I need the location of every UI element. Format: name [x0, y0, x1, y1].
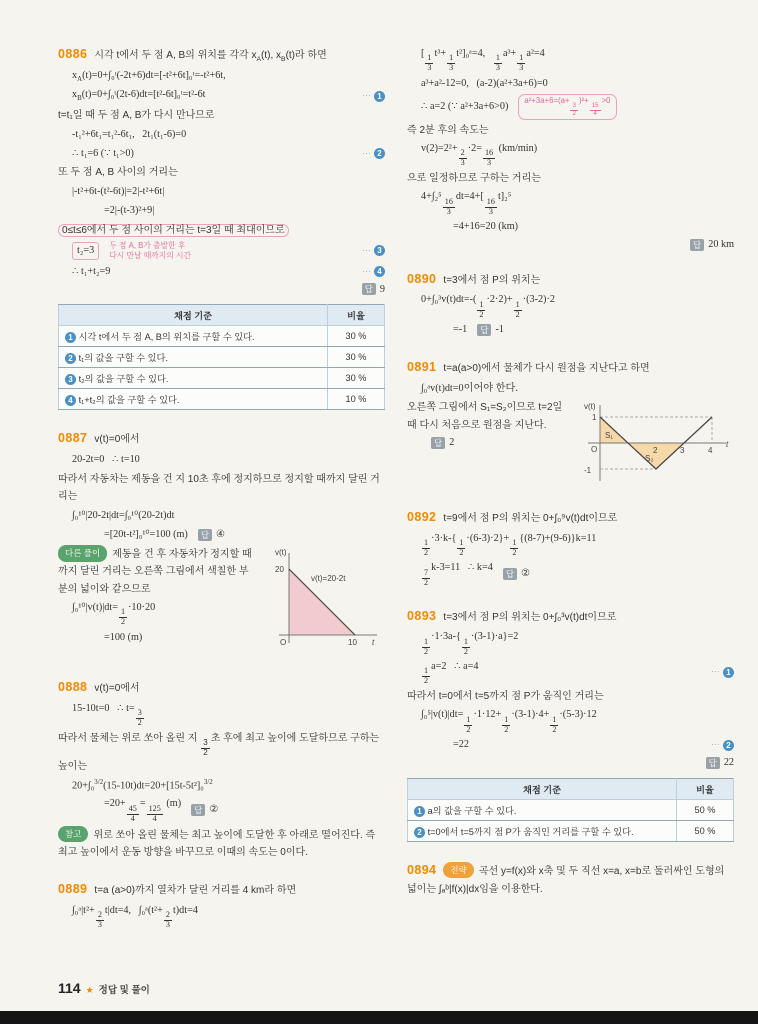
problem-block-0887: [58, 428, 385, 659]
step-marker: [705, 738, 734, 752]
ratio-cell: 30 %: [328, 326, 385, 347]
math-line: t₂=3 두 점 A, B가 출발한 후 다시 만날 때까지의 시간 ⋯ 3: [58, 241, 385, 261]
rubric-row: [59, 347, 385, 368]
problem-block-0889: [58, 879, 385, 930]
math-line: 4+∫₂⁵ $\frac{16}{3}$ dt=4+[ $\frac{16}{3}$ t]₂⁵: [421, 191, 512, 216]
intro-text: t=a (a>0)까지 열차가 달린 거리를 4 km라 하면: [94, 885, 297, 897]
problem-intro: [58, 677, 385, 699]
page-bottom-edge: [0, 1011, 758, 1024]
fraction: $\frac{125}{4}$: [148, 803, 161, 823]
math-line: ∴ t₁+t₂=9 ⋯ 4: [58, 263, 385, 280]
intro-text: t=3에서 점 P의 위치는 0+∫₀³v(t)dt이므로: [443, 611, 617, 623]
dots: ⋯: [711, 739, 720, 750]
answer: 답 ②: [191, 802, 218, 818]
answer-label: 답: [706, 757, 720, 769]
math-line: [ $\frac{1}{3}$ t³+ $\frac{1}{3}$ t²]₀ᵃ=4, $\frac{1}{3}$ a³+ $\frac{1}{3}$ a²=4: [421, 48, 545, 73]
y-tick-20: 20: [275, 565, 284, 575]
text-line: 즉 2분 후의 속도는: [407, 124, 489, 136]
criterion-cell: 1 a의 값을 구할 수 있다.: [408, 799, 677, 820]
origin-label: O: [591, 445, 598, 455]
fraction: $\frac{3}{2}$: [572, 101, 576, 117]
fraction: $\frac{1}{2}$: [424, 666, 429, 686]
problem-intro: [407, 860, 734, 899]
answer-label: 답: [431, 437, 445, 449]
text-line: 0≤t≤6에서 두 점 사이의 거리는 t=3일 때 최대이므로: [58, 222, 385, 239]
fraction: $\frac{1}{3}$: [495, 53, 500, 73]
fraction: $\frac{1}{2}$: [515, 299, 520, 319]
problem-intro: [407, 357, 734, 379]
circled-number: 2: [723, 740, 734, 751]
answer-label: 답: [503, 568, 517, 580]
ratio-cell: 30 %: [328, 368, 385, 389]
dots: ⋯: [711, 666, 720, 677]
criterion-cell: 3 t₂의 값을 구할 수 있다.: [59, 368, 328, 389]
star-icon: ★: [85, 985, 94, 995]
left-column: [58, 44, 385, 948]
answer: 답 20 km: [690, 239, 734, 251]
footer-label: 정답 및 풀이: [98, 985, 150, 996]
math-line: ∫₀¹⁰|20-2t|dt=∫₀¹⁰(20-2t)dt: [72, 509, 175, 521]
problem-number: 0893: [407, 608, 437, 623]
math-line: =20+ $\frac{45}{4}$ = $\frac{125}{4}$ (m) 답 ②: [104, 798, 219, 823]
rubric-header-criteria: 채점 기준: [59, 305, 328, 326]
math-line: 20+∫₀$^{3/2}$(15-10t)dt=20+[15t-5t²]₀$^{3/2}$: [72, 778, 213, 791]
intro-text: 시각 t에서 두 점 A, B의 위치를 각각 $x_A(t)$, $x_B(t)$라 하면: [94, 50, 327, 63]
origin-label: O: [280, 638, 287, 648]
fraction: $\frac{2}{3}$: [97, 910, 102, 929]
dots: ⋯: [362, 265, 371, 276]
intro-text: 곡선 y=f(x)와 x축 및 두 직선 x=a, x=b로 둘러싸인 도형의 넓이는 ∫ₐᵇ|f(x)|dx임을 이용한다.: [407, 865, 725, 896]
criterion-cell: 4 t₁+t₂의 값을 구할 수 있다.: [59, 389, 328, 410]
problem-intro: [58, 428, 385, 450]
note-paragraph: 참고 위로 쏘아 올린 물체는 최고 높이에 도달한 후 아래로 떨어진다. 즉 최고 높이에서 운동 방향을 바꾸므로 이때의 속도는 0이다.: [58, 826, 385, 861]
fraction: $\frac{1}{2}$: [479, 299, 484, 319]
text-line: 또 두 점 A, B 사이의 거리는: [58, 167, 178, 179]
y-tick-minus1: -1: [584, 466, 592, 476]
text-line: 으로 일정하므로 구하는 거리는: [407, 173, 541, 185]
circled-number: 2: [414, 827, 425, 838]
text-with-figure: [58, 545, 385, 659]
math-line: ∫₀ᵃv(t)dt=0이어야 한다.: [421, 382, 518, 394]
math-line: $\frac{1}{2}$ a=2 ∴ a=4 ⋯ 1: [407, 659, 734, 686]
math-line: $\frac{1}{2}$ ·3·k-{ $\frac{1}{2}$ ·(6-3)·2}+ $\frac{1}{2}$ {(8-7)+(9-6)}k=11: [424, 532, 597, 558]
s1-label: S₁: [605, 431, 614, 441]
answer-label: 답: [690, 239, 704, 251]
problem-intro: [407, 507, 734, 529]
text-line: 따라서 물체는 위로 쏘아 올린 지 $\frac{3}{2}$ 초 후에 최고 높이에 도달하므로 구하는 높이는: [58, 733, 380, 773]
problem-number: 0889: [58, 882, 88, 897]
problem-intro: [407, 269, 734, 291]
problem-intro: [58, 44, 385, 66]
answer-label: 답: [477, 324, 491, 336]
step-marker: [356, 89, 385, 103]
problem-block-continued: [407, 46, 734, 251]
fraction: $\frac{16}{3}$: [444, 196, 453, 216]
dots: ⋯: [362, 90, 371, 101]
text-with-figure: [407, 399, 734, 489]
circled-number: 3: [65, 374, 76, 385]
rubric-row: [408, 799, 734, 820]
intro-text: v(t)=0에서: [94, 434, 140, 446]
math-line: =100 (m): [104, 631, 143, 643]
answer-line: [407, 437, 574, 449]
math-line: ∴ a=2 (∵ a²+3a+6>0) a²+3a+6=(a+ $\frac{3}{2}$ )²+ $\frac{15}{4}$ >0: [407, 94, 734, 119]
dots: ⋯: [362, 244, 371, 255]
fraction: $\frac{2}{3}$: [460, 148, 465, 168]
x-tick-2: 2: [653, 446, 658, 456]
problem-number: 0892: [407, 510, 437, 525]
fraction: $\frac{7}{2}$: [424, 567, 429, 587]
x-tick-4: 4: [708, 446, 713, 456]
rubric-row: [59, 368, 385, 389]
rubric-header-ratio: 비율: [328, 305, 385, 326]
margin-note: a²+3a+6=(a+ $\frac{3}{2}$ )²+ $\frac{15}{4}$ >0: [518, 94, 616, 119]
answer: 답 ②: [503, 566, 530, 582]
math-line: =2|-(t-3)²+9|: [104, 205, 155, 217]
math-line: 0+∫₀³v(t)dt=-( $\frac{1}{2}$ ·2·2)+ $\frac{1}{2}$ ·(3-2)·2: [421, 294, 555, 319]
problem-number: 0888: [58, 680, 88, 695]
velocity-time-graph: [265, 545, 385, 657]
x-axis-label: t: [726, 440, 729, 450]
rubric-header-criteria: 채점 기준: [408, 778, 677, 799]
grading-rubric: [407, 778, 734, 842]
s2-label: S₂: [645, 454, 654, 464]
step-marker: [356, 147, 385, 161]
reference-badge: 참고: [58, 826, 88, 843]
rubric-row: [408, 820, 734, 841]
math-line: -t₁²+6t₁=t₁²-6t₁, 2t₁(t₁-6)=0: [72, 129, 187, 141]
problem-intro: [407, 606, 734, 628]
rubric-row: [59, 389, 385, 410]
ratio-cell: 10 %: [328, 389, 385, 410]
answer: 답 22: [706, 757, 734, 769]
answer-line: [407, 239, 734, 251]
dots: ⋯: [362, 147, 371, 158]
fraction: $\frac{3}{2}$: [203, 738, 208, 758]
rubric-header-ratio: 비율: [677, 778, 734, 799]
problem-intro: [58, 879, 385, 901]
strategy-badge: 전략: [443, 862, 473, 879]
grading-rubric: [58, 304, 385, 410]
answer-label: 답: [362, 283, 376, 295]
line-equation: v(t)=20-2t: [311, 574, 346, 584]
rubric-row: [59, 326, 385, 347]
math-line: =[20t-t²]₀¹⁰=100 (m) 답 ④: [58, 526, 385, 543]
fraction: $\frac{1}{3}$: [427, 53, 432, 73]
math-line: 15-10t=0 ∴ t= $\frac{3}{2}$: [72, 702, 142, 728]
answer-label: 답: [198, 529, 212, 541]
fraction: $\frac{16}{3}$: [486, 196, 495, 216]
x-tick-10: 10: [348, 638, 357, 648]
math-line: $\frac{1}{2}$ ·1·3a-{ $\frac{1}{2}$ ·(3-1)·a}=2: [424, 631, 519, 656]
fraction: $\frac{1}{3}$: [449, 53, 454, 73]
math-line: ∫₀ᵃ|t²+ $\frac{2}{3}$ t|dt=4, ∫₀ᵃ(t²+ $\frac{2}{3}$ t)dt=4: [72, 904, 198, 929]
circled-number: 1: [723, 667, 734, 678]
math-line: =22 ⋯ 2: [407, 737, 734, 754]
problem-number: 0887: [58, 431, 88, 446]
ratio-cell: 50 %: [677, 820, 734, 841]
circled-number: 2: [65, 353, 76, 364]
problem-number: 0890: [407, 271, 437, 286]
velocity-time-graph: [582, 399, 734, 487]
step-marker: [356, 244, 385, 258]
problem-number: 0894: [407, 862, 437, 877]
ratio-cell: 30 %: [328, 347, 385, 368]
criterion-cell: 1 시각 t에서 두 점 A, B의 위치를 구할 수 있다.: [59, 326, 328, 347]
circled-number: 2: [374, 148, 385, 159]
problem-block-0891: [407, 357, 734, 490]
note-paragraph: 다른 풀이 제동을 건 후 자동차가 정지할 때까지 달린 거리는 오른쪽 그림에서 색칠한 부분의 넓이와 같으므로: [58, 545, 385, 598]
y-axis-label: v(t): [275, 548, 287, 558]
text-line: t=t₁일 때 두 점 A, B가 다시 만나므로: [58, 110, 215, 122]
fraction: $\frac{15}{4}$: [591, 101, 599, 117]
fraction: $\frac{1}{2}$: [463, 636, 468, 656]
answer-line: [58, 283, 385, 295]
alt-solution-badge: 다른 풀이: [58, 545, 107, 562]
right-column: [407, 44, 734, 948]
x-tick-3: 3: [680, 446, 685, 456]
answer: 답 ④: [198, 527, 225, 543]
fraction: $\frac{2}{3}$: [165, 910, 170, 929]
y-axis-label: v(t): [584, 402, 596, 412]
text-line: 따라서 자동차는 제동을 건 지 10초 후에 정지하므로 정지할 때까지 달린 거리는: [58, 473, 380, 502]
problem-number: 0891: [407, 359, 437, 374]
math-line: ∴ t₁=6 (∵ t₁>0) ⋯ 2: [58, 145, 385, 162]
circled-number: 4: [65, 395, 76, 406]
math-line: $x_B(t)=0+\int_0ᵗ(2t-6)dt=[t^2-6t]_0ᵗ=t^2-6t$ ⋯ 1: [58, 87, 385, 105]
math-line: =4+16=20 (km): [453, 221, 519, 233]
criterion-cell: 2 t=0에서 t=5까지 점 P가 움직인 거리를 구할 수 있다.: [408, 820, 677, 841]
problem-block-0892: [407, 507, 734, 587]
answer: 답 2: [431, 437, 454, 449]
text-line: 오른쪽 그림에서 S₁=S₂이므로 t=2일 때 다시 처음으로 원점을 지난다.: [407, 402, 563, 431]
fraction: $\frac{1}{2}$: [459, 538, 464, 558]
ratio-cell: 50 %: [677, 799, 734, 820]
math-line: a³+a²-12=0, (a-2)(a²+3a+6)=0: [421, 78, 548, 90]
text-line: 따라서 t=0에서 t=5까지 점 P가 움직인 거리는: [407, 691, 604, 703]
circled-number: 1: [374, 91, 385, 102]
math-line: $x_A(t)=0+\int_0ᵗ(-2t+6)dt=[-t^2+6t]_0ᵗ=-t^2+6t$,: [72, 69, 226, 83]
fraction: $\frac{1}{2}$: [466, 714, 471, 734]
math-line: v(2)=2²+ $\frac{2}{3}$ ·2= $\frac{16}{3}$ (km/min): [421, 142, 538, 168]
fraction: $\frac{1}{2}$: [512, 538, 517, 558]
problem-number: 0886: [58, 47, 88, 61]
page-number: 114: [58, 980, 81, 996]
answer-line: [407, 757, 734, 769]
math-line: $\frac{7}{2}$ k-3=11 ∴ k=4 답 ②: [424, 562, 531, 587]
step-marker: [356, 265, 385, 279]
circled-number: 3: [374, 245, 385, 256]
math-line: |-t²+6t-(t²-6t)|=2|-t²+6t|: [72, 186, 165, 198]
fraction: $\frac{1}{2}$: [504, 714, 509, 734]
intro-text: t=3에서 점 P의 위치는: [443, 274, 541, 286]
circled-number: 1: [414, 806, 425, 817]
fraction: $\frac{1}{2}$: [552, 714, 557, 734]
fraction: $\frac{1}{3}$: [519, 53, 524, 73]
fraction: $\frac{16}{3}$: [484, 148, 494, 168]
fraction: $\frac{3}{2}$: [137, 708, 142, 728]
intro-text: t=a(a>0)에서 물체가 다시 원점을 지난다고 하면: [443, 362, 650, 374]
y-tick-1: 1: [592, 413, 597, 423]
math-line: 20-2t=0 ∴ t=10: [72, 454, 140, 466]
problem-block-0886: [58, 44, 385, 410]
step-marker: [705, 665, 734, 679]
page-footer: [58, 980, 150, 996]
criterion-cell: 2 t₁의 값을 구할 수 있다.: [59, 347, 328, 368]
circled-number: 1: [65, 332, 76, 343]
math-line: ∫₀⁵|v(t)|dt= $\frac{1}{2}$ ·1·12+ $\frac{1}{2}$ ·(3-1)·4+ $\frac{1}{2}$ ·(5-3)·12: [421, 709, 597, 734]
fraction: $\frac{45}{4}$: [128, 803, 137, 823]
problem-block-0890: [407, 269, 734, 339]
answer: 답 -1: [477, 322, 504, 338]
fraction: $\frac{1}{2}$: [424, 636, 429, 656]
circled-number: 4: [374, 266, 385, 277]
answer-label: 답: [191, 804, 205, 816]
fraction: $\frac{1}{2}$: [120, 607, 126, 627]
margin-note: 두 점 A, B가 출발한 후 다시 만날 때까지의 시간: [109, 240, 192, 260]
answer: 답 9: [362, 283, 385, 295]
x-axis-label: t: [372, 638, 375, 648]
fraction: $\frac{1}{2}$: [424, 538, 429, 558]
intro-text: v(t)=0에서: [94, 683, 140, 695]
problem-block-0894: [407, 860, 734, 899]
problem-block-0893: [407, 606, 734, 842]
problem-block-0888: [58, 677, 385, 861]
intro-text: t=9에서 점 P의 위치는 0+∫₀⁹v(t)dt이므로: [443, 513, 618, 525]
math-line: ∫₀¹⁰|v(t)|dt= $\frac{1}{2}$ ·10·20: [72, 601, 156, 627]
math-line: =-1 답 -1: [407, 322, 734, 339]
